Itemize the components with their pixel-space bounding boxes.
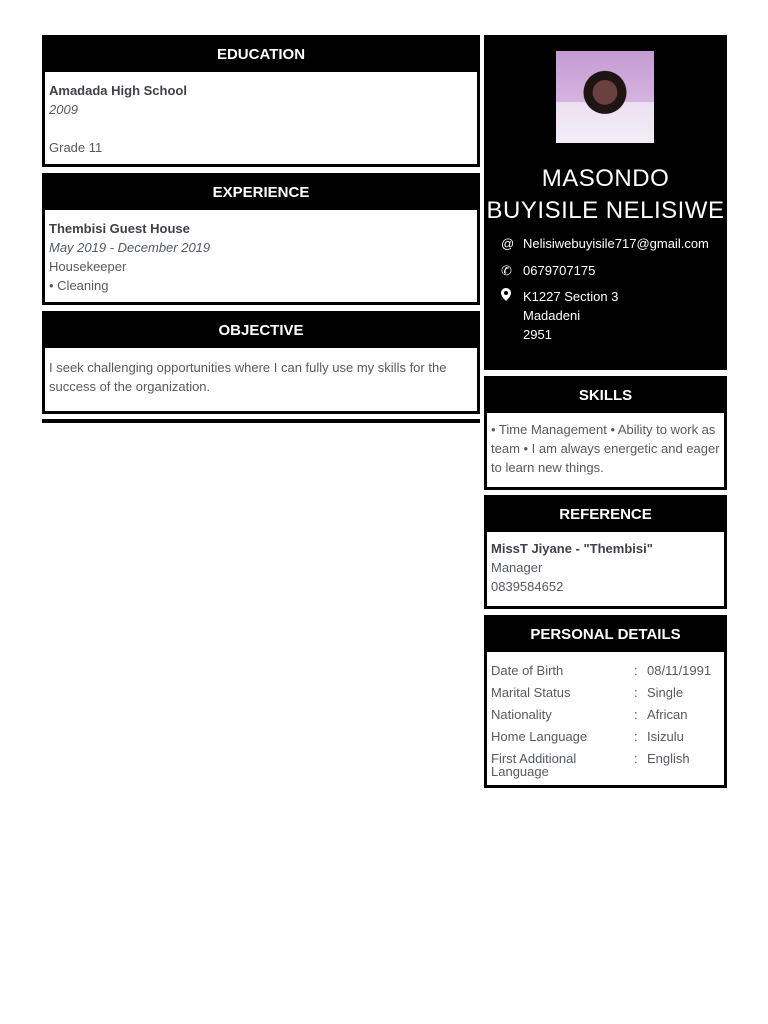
personal-details-heading: PERSONAL DETAILS (487, 618, 724, 652)
detail-separator: : (634, 663, 638, 678)
contact-phone-row (501, 261, 595, 280)
contact-address-row (501, 287, 618, 344)
profile-name-line2: BUYISILE NELISIWE (486, 197, 725, 224)
experience-role: Housekeeper (49, 259, 127, 274)
detail-label: First Additional Language (491, 751, 577, 779)
detail-label: Nationality (491, 707, 552, 722)
contact-address-line1: K1227 Section 3 (523, 289, 619, 304)
contact-phone[interactable]: 0679707175 (523, 263, 596, 278)
contact-email[interactable]: Nelisiwebuyisile717@gmail.com (523, 236, 709, 251)
phone-icon: ✆ (501, 263, 512, 278)
detail-value: English (647, 751, 690, 766)
skills-section (484, 376, 727, 490)
reference-name: MissT Jiyane - "Thembisi" (491, 541, 653, 556)
detail-label: Marital Status (491, 685, 571, 700)
objective-text: I seek challenging opportunities where I can fully use my skills for the success of the organization. (49, 360, 447, 394)
contact-email-row (501, 234, 709, 253)
map-pin-icon (501, 287, 523, 306)
education-year: 2009 (49, 102, 78, 117)
education-heading: EDUCATION (45, 38, 477, 72)
personal-details-section (484, 615, 727, 788)
profile-panel (484, 35, 727, 370)
experience-heading: EXPERIENCE (45, 176, 477, 210)
detail-separator: : (634, 751, 638, 766)
contact-address-line2: Madadeni (523, 308, 581, 323)
detail-separator: : (634, 685, 638, 700)
education-grade: Grade 11 (49, 140, 103, 155)
skills-text: • Time Management • Ability to work as team • I am always energetic and eager to learn new things. (491, 422, 720, 475)
at-icon: @ (501, 236, 515, 251)
profile-photo (556, 51, 654, 143)
profile-name (484, 163, 727, 227)
section-divider (42, 419, 480, 423)
education-school: Amadada High School (49, 83, 187, 98)
contact-address-line3: 2951 (523, 327, 552, 342)
detail-separator: : (634, 729, 638, 744)
education-section (42, 35, 480, 167)
reference-phone: 0839584652 (491, 579, 564, 594)
detail-label: Home Language (491, 729, 588, 744)
detail-value: Isizulu (647, 729, 684, 744)
detail-value: African (647, 707, 688, 722)
experience-company: Thembisi Guest House (49, 221, 190, 236)
reference-heading: REFERENCE (487, 498, 724, 532)
objective-section (42, 311, 480, 414)
detail-value: Single (647, 685, 684, 700)
experience-period: May 2019 - December 2019 (49, 240, 211, 255)
detail-value: 08/11/1991 (647, 663, 712, 678)
objective-heading: OBJECTIVE (45, 314, 477, 348)
reference-title: Manager (491, 560, 543, 575)
reference-section (484, 495, 727, 609)
experience-section (42, 173, 480, 305)
experience-duty: • Cleaning (49, 278, 109, 293)
profile-name-line1: MASONDO (541, 165, 670, 192)
skills-heading: SKILLS (487, 379, 724, 413)
detail-separator: : (634, 707, 638, 722)
detail-label: Date of Birth (491, 663, 564, 678)
